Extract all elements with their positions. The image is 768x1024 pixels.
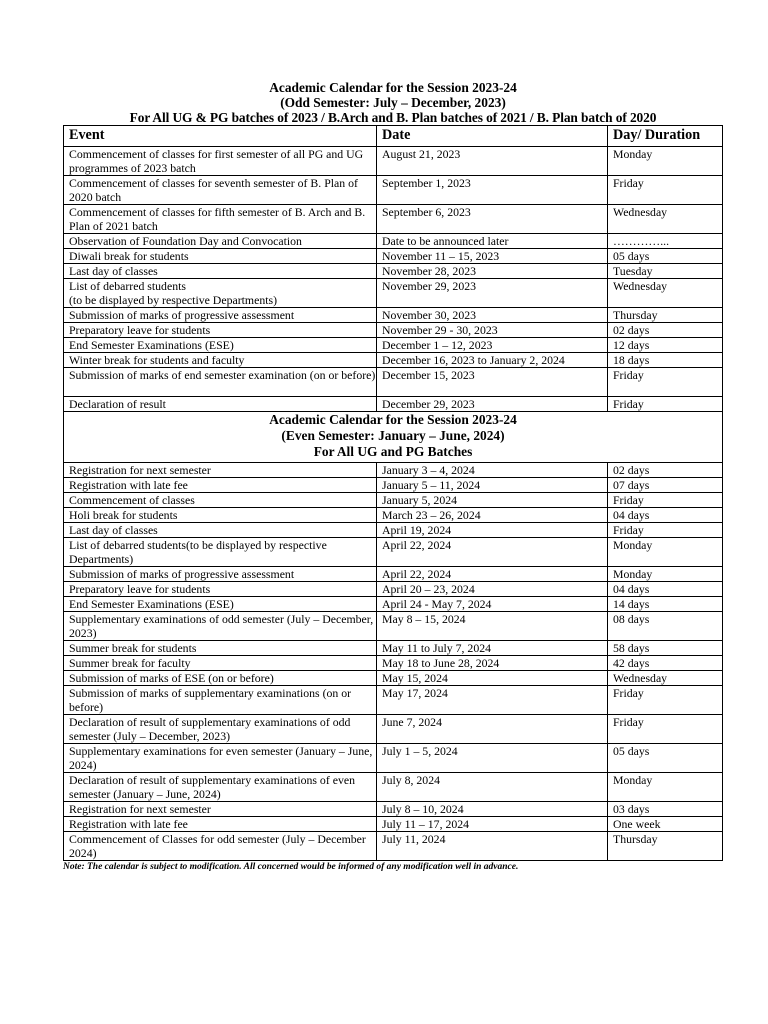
- duration-cell: 05 days: [608, 249, 723, 264]
- date-cell: September 1, 2023: [377, 176, 608, 205]
- duration-cell: 07 days: [608, 478, 723, 493]
- duration-cell: Tuesday: [608, 264, 723, 279]
- even-section-heading: [64, 412, 723, 463]
- duration-cell: 18 days: [608, 353, 723, 368]
- table-row: [64, 176, 723, 205]
- date-cell: December 16, 2023 to January 2, 2024: [377, 353, 608, 368]
- date-cell: April 20 – 23, 2024: [377, 582, 608, 597]
- date-cell: July 8, 2024: [377, 773, 608, 802]
- table-row: [64, 338, 723, 353]
- date-cell: May 15, 2024: [377, 671, 608, 686]
- date-cell: September 6, 2023: [377, 205, 608, 234]
- duration-cell: One week: [608, 817, 723, 832]
- table-row: [64, 264, 723, 279]
- date-cell: July 11, 2024: [377, 832, 608, 861]
- calendar-batches: For All UG & PG batches of 2023 / B.Arch and B. Plan batches of 2021 / B. Plan batch of 2020: [129, 110, 657, 125]
- date-cell: November 29, 2023: [377, 279, 608, 308]
- duration-cell: Monday: [608, 567, 723, 582]
- duration-cell: Wednesday: [608, 205, 723, 234]
- duration-cell: Friday: [608, 176, 723, 205]
- duration-cell: 02 days: [608, 323, 723, 338]
- calendar-page: [63, 80, 723, 873]
- date-cell: May 18 to June 28, 2024: [377, 656, 608, 671]
- table-row: [64, 478, 723, 493]
- event-cell: Summer break for students: [64, 641, 377, 656]
- date-cell: August 21, 2023: [377, 147, 608, 176]
- duration-cell: Friday: [608, 493, 723, 508]
- event-cell: End Semester Examinations (ESE): [64, 338, 377, 353]
- table-row: [64, 308, 723, 323]
- date-cell: December 1 – 12, 2023: [377, 338, 608, 353]
- date-cell: June 7, 2024: [377, 715, 608, 744]
- table-row: [64, 671, 723, 686]
- duration-cell: Wednesday: [608, 279, 723, 308]
- table-row: [64, 397, 723, 412]
- date-cell: May 8 – 15, 2024: [377, 612, 608, 641]
- event-cell: Declaration of result: [64, 397, 377, 412]
- duration-cell: Friday: [608, 368, 723, 397]
- duration-cell: 42 days: [608, 656, 723, 671]
- duration-cell: 05 days: [608, 744, 723, 773]
- table-row: [64, 368, 723, 397]
- even-section-title: Academic Calendar for the Session 2023-24: [269, 412, 517, 427]
- event-cell: Preparatory leave for students: [64, 323, 377, 338]
- date-cell: April 22, 2024: [377, 538, 608, 567]
- duration-cell: 04 days: [608, 582, 723, 597]
- date-cell: January 3 – 4, 2024: [377, 463, 608, 478]
- date-cell: November 11 – 15, 2023: [377, 249, 608, 264]
- date-cell: July 1 – 5, 2024: [377, 744, 608, 773]
- calendar-table: [63, 125, 723, 861]
- duration-cell: Wednesday: [608, 671, 723, 686]
- duration-cell: 14 days: [608, 597, 723, 612]
- table-row: [64, 773, 723, 802]
- table-row: [64, 641, 723, 656]
- event-cell: Submission of marks of supplementary examinations (on or before): [64, 686, 377, 715]
- duration-cell: 12 days: [608, 338, 723, 353]
- date-cell: December 15, 2023: [377, 368, 608, 397]
- table-row: [64, 597, 723, 612]
- event-cell: Last day of classes: [64, 523, 377, 538]
- table-row: [64, 353, 723, 368]
- event-cell: Declaration of result of supplementary examinations of odd semester (July – December, 2023): [64, 715, 377, 744]
- event-cell: Registration for next semester: [64, 463, 377, 478]
- calendar-title: Academic Calendar for the Session 2023-24: [269, 80, 517, 95]
- even-semester-rows: [64, 463, 723, 861]
- event-cell: Observation of Foundation Day and Convocation: [64, 234, 377, 249]
- table-row: [64, 656, 723, 671]
- table-row: [64, 205, 723, 234]
- date-cell: April 22, 2024: [377, 567, 608, 582]
- calendar-subtitle: (Odd Semester: July – December, 2023): [280, 95, 506, 110]
- event-cell: Submission of marks of progressive assessment: [64, 308, 377, 323]
- table-row: [64, 493, 723, 508]
- duration-cell: Thursday: [608, 308, 723, 323]
- event-cell: Holi break for students: [64, 508, 377, 523]
- table-row: [64, 323, 723, 338]
- duration-cell: Friday: [608, 715, 723, 744]
- table-row: [64, 567, 723, 582]
- date-cell: April 24 - May 7, 2024: [377, 597, 608, 612]
- calendar-note: Note: The calendar is subject to modification. All concerned would be informed of any modification well in advance.: [63, 862, 519, 872]
- table-row: [64, 463, 723, 478]
- table-row: [64, 147, 723, 176]
- date-cell: December 29, 2023: [377, 397, 608, 412]
- event-cell: Declaration of result of supplementary examinations of even semester (January – June, 2024): [64, 773, 377, 802]
- table-row: [64, 715, 723, 744]
- date-cell: November 30, 2023: [377, 308, 608, 323]
- table-row: [64, 249, 723, 264]
- date-cell: March 23 – 26, 2024: [377, 508, 608, 523]
- duration-cell: …………...: [608, 234, 723, 249]
- date-cell: November 28, 2023: [377, 264, 608, 279]
- event-cell: Diwali break for students: [64, 249, 377, 264]
- event-cell: List of debarred students(to be displayed by respective Departments): [64, 538, 377, 567]
- column-header-event: Event: [64, 126, 377, 147]
- duration-cell: 08 days: [608, 612, 723, 641]
- date-cell: November 29 - 30, 2023: [377, 323, 608, 338]
- column-header-day-duration: Day/ Duration: [608, 126, 723, 147]
- date-cell: July 11 – 17, 2024: [377, 817, 608, 832]
- odd-semester-rows: [64, 147, 723, 412]
- date-cell: January 5 – 11, 2024: [377, 478, 608, 493]
- event-cell: Supplementary examinations of odd semester (July – December, 2023): [64, 612, 377, 641]
- duration-cell: Thursday: [608, 832, 723, 861]
- duration-cell: 58 days: [608, 641, 723, 656]
- event-cell: Last day of classes: [64, 264, 377, 279]
- table-row: [64, 802, 723, 817]
- even-section-subtitle: (Even Semester: January – June, 2024): [281, 428, 505, 443]
- table-row: [64, 523, 723, 538]
- date-cell: July 8 – 10, 2024: [377, 802, 608, 817]
- duration-cell: 04 days: [608, 508, 723, 523]
- duration-cell: Monday: [608, 538, 723, 567]
- event-cell: Commencement of classes: [64, 493, 377, 508]
- even-section-heading-row: [64, 412, 723, 463]
- table-row: [64, 234, 723, 249]
- even-section-batches: For All UG and PG Batches: [313, 444, 473, 459]
- duration-cell: Friday: [608, 397, 723, 412]
- duration-cell: Monday: [608, 773, 723, 802]
- event-cell: Supplementary examinations for even semester (January – June, 2024): [64, 744, 377, 773]
- event-cell: Submission of marks of progressive assessment: [64, 567, 377, 582]
- event-cell: Registration for next semester: [64, 802, 377, 817]
- duration-cell: 02 days: [608, 463, 723, 478]
- table-row: [64, 817, 723, 832]
- event-cell: Winter break for students and faculty: [64, 353, 377, 368]
- date-cell: April 19, 2024: [377, 523, 608, 538]
- date-cell: May 11 to July 7, 2024: [377, 641, 608, 656]
- date-cell: Date to be announced later: [377, 234, 608, 249]
- table-row: [64, 582, 723, 597]
- date-cell: January 5, 2024: [377, 493, 608, 508]
- event-cell: Commencement of classes for fifth semester of B. Arch and B. Plan of 2021 batch: [64, 205, 377, 234]
- table-row: [64, 279, 723, 308]
- event-cell: Submission of marks of end semester examination (on or before): [64, 368, 377, 397]
- table-row: [64, 832, 723, 861]
- column-header-date: Date: [377, 126, 608, 147]
- event-cell: Submission of marks of ESE (on or before): [64, 671, 377, 686]
- event-cell: List of debarred students (to be displayed by respective Departments): [64, 279, 377, 308]
- table-row: [64, 744, 723, 773]
- even-semester-section: [64, 412, 723, 463]
- table-row: [64, 686, 723, 715]
- table-header-row: [64, 126, 723, 147]
- event-cell: Summer break for faculty: [64, 656, 377, 671]
- event-cell: End Semester Examinations (ESE): [64, 597, 377, 612]
- event-cell: Registration with late fee: [64, 478, 377, 493]
- table-row: [64, 612, 723, 641]
- duration-cell: 03 days: [608, 802, 723, 817]
- event-cell: Preparatory leave for students: [64, 582, 377, 597]
- duration-cell: Friday: [608, 523, 723, 538]
- duration-cell: Monday: [608, 147, 723, 176]
- duration-cell: Friday: [608, 686, 723, 715]
- table-row: [64, 508, 723, 523]
- event-cell: Registration with late fee: [64, 817, 377, 832]
- date-cell: May 17, 2024: [377, 686, 608, 715]
- event-cell: Commencement of Classes for odd semester (July – December 2024): [64, 832, 377, 861]
- event-cell: Commencement of classes for seventh semester of B. Plan of 2020 batch: [64, 176, 377, 205]
- event-cell: Commencement of classes for first semester of all PG and UG programmes of 2023 batch: [64, 147, 377, 176]
- table-row: [64, 538, 723, 567]
